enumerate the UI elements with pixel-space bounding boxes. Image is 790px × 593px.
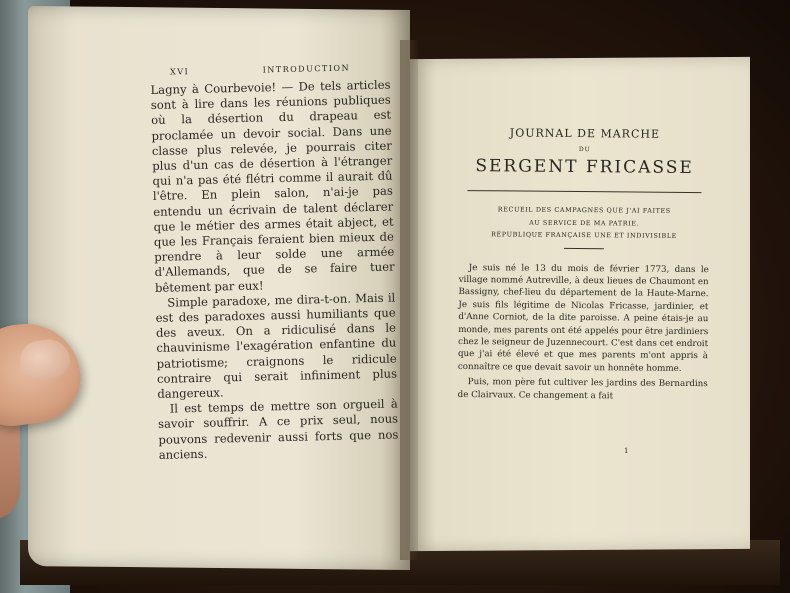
subtitle-line-2: AU SERVICE DE MA PATRIE.: [529, 218, 640, 228]
left-page-text: [150, 63, 399, 463]
right-paragraph-2: Puis, mon père fut cultiver les jardins des Bernardins de Clairvaux. Ce changement a fait: [457, 377, 708, 401]
right-paragraph-1: Je suis né le 13 du mois de février 1773, dans le village nommé Autreville, à deux lieues de Chaumont en Bassigny, chef-lieu du département de la Haute-Marne. Je suis fils légitime de Nicolas Fricasse, jardinier, et d'Anne Corniot, de la dite paroisse. A peine étais-je au monde, mes parents ont été appelés pour être jardiniers chez le seigneur de Juzennecourt. C'est dans cet endroit que j'ai été élevé et que mes parents m'ont appris à connaître ce que devait savoir un honnête homme.: [457, 262, 709, 374]
left-page-number: XVI: [169, 67, 190, 77]
book-gutter: [400, 40, 418, 560]
subtitle-line-1: RECUEIL DES CAMPAGNES QUE J'AI FAITES: [497, 205, 671, 215]
journal-main-title: SERGENT FRICASSE: [475, 156, 694, 179]
title-rule: [467, 190, 701, 193]
left-paragraph-1: Lagny à Courbevoie! — De tels articles sont à lire dans les réunions publiques où la désertion du drapeau est proclamée un devoir social. Dans une classe plus relevée, je pourrais citer plus d'un cas de désertion à l'étranger qui n'a pas été flétri comme il aurait dû l'être. En plein salon, n'ai-je pas entendu un écrivain de talent déclarer que le métier des armes était abject, et que les Français feraient bien mieux de prendre à leur solde une armée d'Allemands, que de se faire tuer bêtement par eux!: [150, 77, 395, 295]
journal-title: JOURNAL DE MARCHE: [509, 126, 661, 141]
left-paragraph-2: Simple paradoxe, me dira-t-on. Mais il est des paradoxes aussi humiliants que des aveux. On a ridiculisé dans le chauvinisme l'exagération enfantine du patriotisme; craignons le ridicule contraire qui serait infiniment plus dangereux.: [155, 290, 398, 401]
subtitle-line-3: RÉPUBLIQUE FRANÇAISE UNE ET INDIVISIBLE: [491, 230, 678, 240]
left-paragraph-3: Il est temps de mettre son orgueil à savoir souffrir. A ce prix seul, nous pouvons redevenir aussi forts que nos anciens.: [157, 396, 399, 462]
journal-title-du: DU: [578, 146, 591, 154]
right-page-text: [458, 126, 710, 403]
running-head-title: INTRODUCTION: [262, 63, 351, 75]
short-rule: [564, 247, 604, 248]
right-page-number: 1: [624, 447, 629, 455]
